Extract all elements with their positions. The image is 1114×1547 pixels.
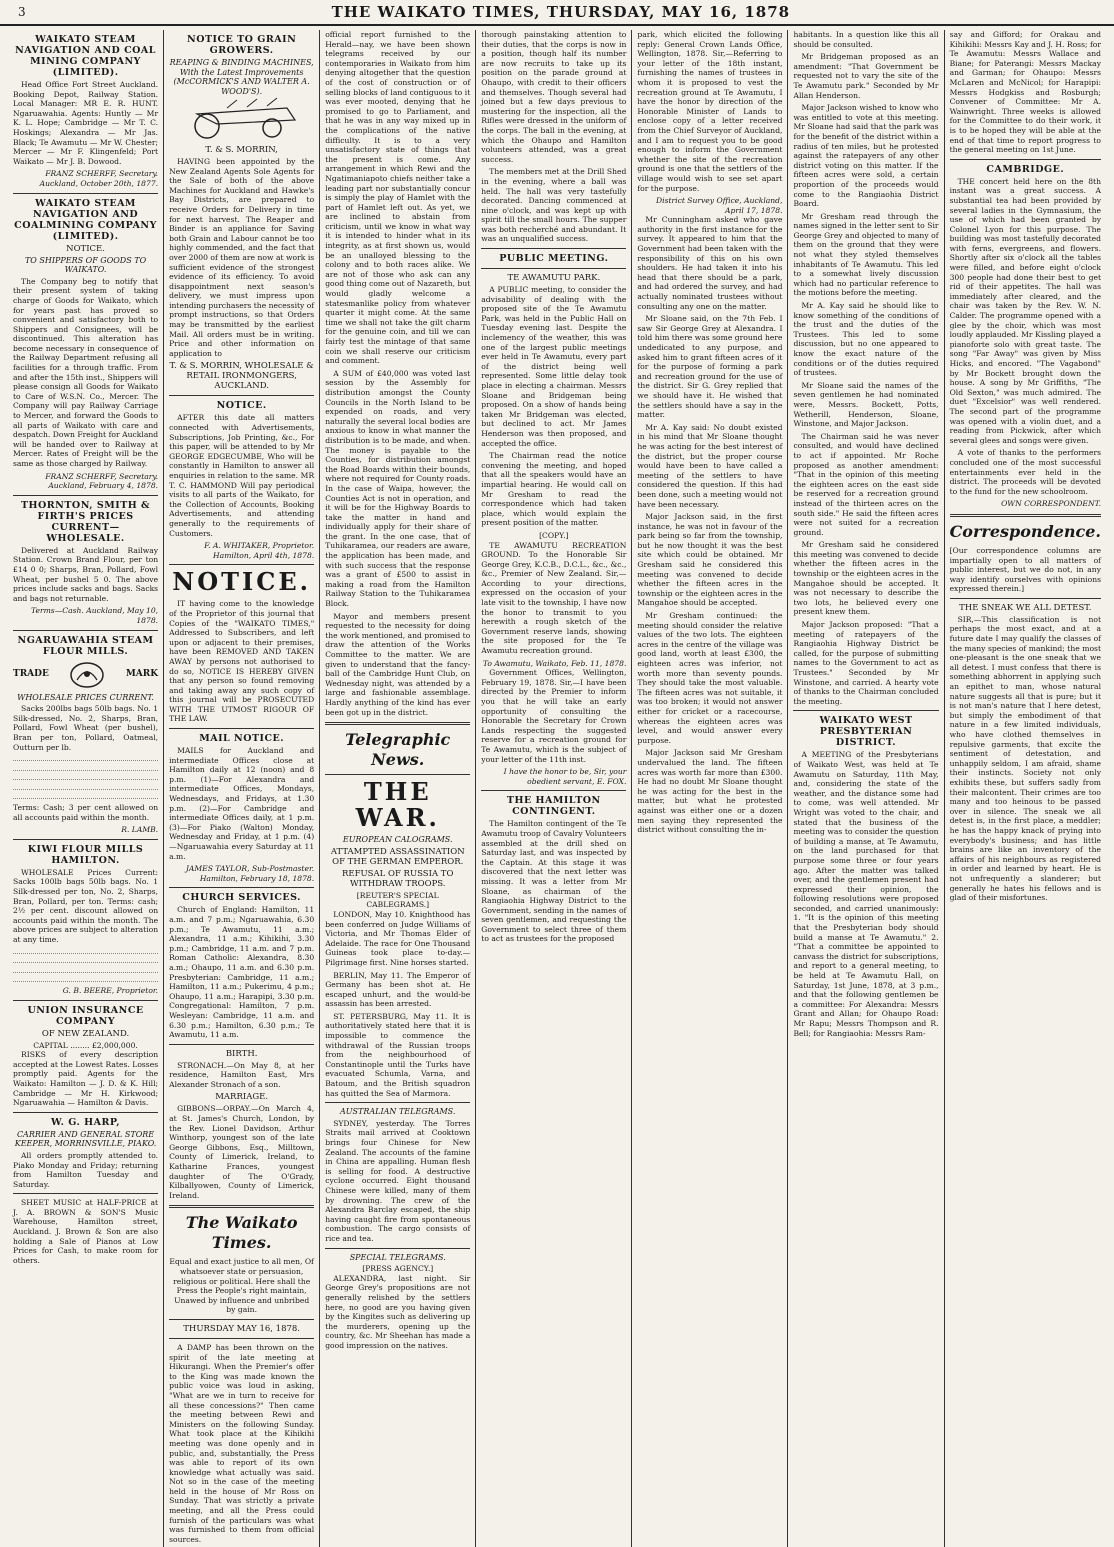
sneak-body: SIR,—This classification is not perhaps the most exact, and at a future date I may qualify the classes of the many species of mankind; the most one-pleasant is the one sneak that we all detest. I must confess that there is something abhorrent in applying such an epithet to man, whose natural nature suggests all that is pure; but it is not man's nature that I here detest, but simply the embodiment of that nature in a few limited individuals, who have clothed themselves in repulsive garments, that excite the sentiment of detestation, and unhappily seldom, I am afraid, shame their instincts. Society not only exhibits these, but suffers sadly from their malcontent. Their crimes are too many and too heinous to be passed over in silence. The sneak we all detest is, in the first place, a meddler; he has the happy knack of prying into everybody's business; and has little brains are like an inventory of the affairs of his neighbours as registered in order and learned by heart. He is not unfrequently a slanderer; but generally he hates his fellows and is glad of their misfortunes. xyxy=(949,614,1101,903)
mail-notice-heading: MAIL NOTICE. xyxy=(199,733,285,745)
meeting-continued: habitants. In a question like this all should be consulted. xyxy=(793,30,939,49)
divider xyxy=(481,248,626,249)
column-6 xyxy=(788,30,944,1547)
divider xyxy=(169,1319,314,1320)
meeting-para-1: Mr Cunningham asked who gave authority in the first instance for the survey. It appeared to him that the Government had been taken with the responsibility of this on his own shoulders. He had taken it into his head that there should be a park, and had ordered the survey, and had actually nominated trustees without consulting any one on the matter. xyxy=(637,215,783,311)
ad-mills-body: Sacks 200lbs bags 50lb bags. No. 1 Silk-dressed, No. 2, Sharps, Bran, Pollard, Fowl Wheat (per bushel), Bran per ton, Pollard, Oatmeal, Outturn per lb. xyxy=(13,704,159,752)
divider xyxy=(13,193,158,194)
australian-telegrams-sydney: SYDNEY, yesterday. The Torres Straits mail arrived at Cooktown brings four Chinese for New Zealand. The accounts of the famine in China are appalling. Human flesh is selling for food. A destructive cyclone occurred. Eight thousand Chinese were killed, many of them by drowning. The crew of the Alexandra Barclay escaped, the ship having caught fire from spontaneous combustion. The cargo consists of rice and tea. xyxy=(325,1118,471,1243)
double-divider xyxy=(169,1205,314,1208)
divider xyxy=(325,774,470,775)
divider xyxy=(481,790,626,791)
divider xyxy=(13,630,158,631)
ad-union-heading: UNION INSURANCE COMPANY xyxy=(27,1004,144,1027)
column-3 xyxy=(320,30,476,1547)
paper-dateline: THURSDAY MAY 16, 1878. xyxy=(183,1323,301,1334)
editorial-para-2: A SUM of £40,000 was voted last session by the Assembly for distribution amongst the County Councils in the North Island to be expended on roads, and very naturally the several local bodies are anxious to know in what manner the distribution is to be made, and when. The money is payable to the Counties, for distribution amongst the Road Boards within their bounds, where not required for County roads. In the case of Waipa, however, the Counties Act is not in operation, and it will be for the Highway Boards to take the matter in hand and individually apply for their share of the grant. In the one case, that of Tuhikaramea, our readers are aware, the application has been made, and with such success that the response was a grant of £500 to assist in making a road from the Hamilton Railway Station to the Tuhikaramea Block. xyxy=(325,368,471,609)
meeting-letter-continued: park, which elicited the following reply: General Crown Lands Office, Wellington, 1878. Sir,—Referring to your letter of the 18th instant, furnishing the names of trustees in whom it is proposed to vest the recreation ground at Te Awamutu, I have the honor by direction of the Honorable Minister of Lands to enclose copy of a letter received from the Chief Surveyor of Auckland, and I am to request you to be good enough to inform the Government whether the site of the recreation ground is one that the settlers of the village would wish to see set apart for the purpose. xyxy=(637,30,783,193)
divider xyxy=(169,1044,314,1045)
notice-1-heading: NOTICE. xyxy=(216,400,267,412)
masthead xyxy=(0,0,1114,26)
divider xyxy=(325,1248,470,1249)
reaper-illustration xyxy=(169,98,314,143)
war-headline-1: ATTAMPTED ASSASSINATION OF THE GERMAN EMPEROR. xyxy=(330,846,465,867)
ad-thornton-signature: Terms—Cash. Auckland, May 10, 1878. xyxy=(31,606,159,625)
war-headline-2: REFUSAL OF RUSSIA TO WITHDRAW TROOPS. xyxy=(342,868,454,889)
sneak-heading: THE SNEAK WE ALL DETEST. xyxy=(959,602,1092,613)
divider xyxy=(169,395,314,396)
editorial-para-3: Mayor and members present requested to the necessity for doing the work mentioned, and promised to draw the attention of the Works Committee to the matter. We are given to understand that the fancy-ball of the Cambridge Hunt Club, on Wednesday night, was attended by a large and fashionable assemblage. Hardly anything of the kind has ever been got up in the district. xyxy=(325,611,471,717)
notice-2-heading: NOTICE. xyxy=(172,567,311,597)
trade-label: TRADE xyxy=(13,668,49,679)
column-1 xyxy=(8,30,164,1547)
ad-kiwi-body: WHOLESALE Prices Current: Sacks 100lb bags 50lb bags. No. 1 Silk-dressed per ton, No. 2, Sharps, Bran, Pollard, per ton. Terms: cash; 2½ per cent. discount allowed on accounts paid within the month. The above prices are subject to alteration at any time. xyxy=(13,867,159,944)
reaper-machine-icon xyxy=(177,98,307,140)
divider xyxy=(325,1102,470,1103)
meeting-para-6: Major Jackson said Mr Gresham undervalued the land. The fifteen acres was worth far more than £300. He had no doubt Mr Sloane thought he was acting for the best in the matter, but what he protested against was either one or a dozen men saying they represented the district without consulting the in- xyxy=(637,748,783,835)
notice-1-signature: F. A. WHITAKER, Proprietor. Hamilton, April 4th, 1878. xyxy=(204,541,315,560)
meeting-para-3: Mr A. Kay said: No doubt existed in his mind that Mr Sloane thought he was acting for the best interest of the district, but the proper course would have been to have called a meeting of the settlers to have considered the question. If this had been done, such a meeting would not have been necessary. xyxy=(637,422,783,509)
price-table-lines xyxy=(13,755,158,803)
columns xyxy=(8,30,1106,1544)
meeting-letter-signature: District Survey Office, Auckland, April 17, 1878. xyxy=(656,196,783,215)
column-5 xyxy=(632,30,788,1547)
column-4 xyxy=(476,30,632,1547)
volunteers-ball: The members met at the Drill Shed in the evening, where a ball was held. The hall was very tastefully decorated. Dancing commenced at nine o'clock, and was kept up with spirit till the small hours. The supper was both recherché and abundant. It was an unqualified success. xyxy=(481,167,627,244)
ad-wsn-signature: FRANZ SCHERFF, Secretary. Auckland, October 20th, 1877. xyxy=(39,169,159,188)
ad-wsn-body: Head Office Fort Street Auckland. Booking Depot, Railway Station. Local Manager: MR E. R. HUNT. Ngaruawahia. Agents: Huntly — Mr K. L. Hope; Cambridge — Mr T. C. Hoskings; Alexandra — Mr Jas. Black; Te Awamutu — Mr W. Chester; Mercer — Mr F. Klingenfeld; Port Waikato — Mr J. B. Dowood. xyxy=(13,80,159,166)
war-st-petersburg: ST. PETERSBURG, May 11. It is authoritatively stated here that it is impossible to commence the withdrawal of the Russian troops from the neighbourhood of Constantinople until the Turks have evacuated Schumla, Varna, and Batoum, and the British squadron has quitted the Sea of Marmora. xyxy=(325,1011,471,1098)
ad-wsn-heading: WAIKATO STEAM NAVIGATION AND COAL MINING COMPANY (LIMITED). xyxy=(15,34,156,78)
ad-union-body: RISKS of every description accepted at the Lowest Rates. Losses promptly paid. Agents for the Waikato: Hamilton — J. D. & K. Hill; Cambridge — Mr H. Kirkwood; Ngaruawahia — Hamilton & Davis. xyxy=(13,1050,159,1108)
ad-union-subheading: OF NEW ZEALAND. xyxy=(41,1028,130,1039)
ad-wsn2-subheading: TO SHIPPERS OF GOODS TO WAIKATO. xyxy=(24,255,147,275)
ad-thornton-body: Delivered at Auckland Railway Station. Crown Brand Flour, per ton £14 0 0; Sharps, Bran, Pollard, Fowl Wheat, per bushel 5 0. The above prices include sacks and bags. Sacks and bags not returnable. xyxy=(13,545,159,603)
ad-morrin-name: T. & S. MORRIN, WHOLESALE & RETAIL IRONMONGERS, AUCKLAND. xyxy=(169,361,314,392)
divider xyxy=(169,887,314,888)
public-meeting-body: A PUBLIC meeting, to consider the advisability of dealing with the proposed site of the Te Awamutu Park, was held in the Public Hall on Tuesday evening last. Despite the inclemency of the weather, this was one of the largest public meetings ever held in Te Awamutu, every part of the district being well represented. Some little delay took place in electing a chairman. Messrs Sloane and Bridgeman being proposed. On a show of hands being taken Mr Bridgeman was elected, but declined to act. Mr James Henderson was then proposed, and accepted the office. xyxy=(481,285,627,448)
divider xyxy=(950,159,1101,160)
ad-harp-heading: W. G. HARP, xyxy=(50,1116,121,1128)
war-heading: THE WAR. xyxy=(355,777,440,833)
ad-grain-body: HAVING been appointed by the New Zealand Agents Sole Agents for the Sale of both of the above Machines for Auckland and Hawke's Bay Districts, are prepared to receive Orders for Delivery in time for next harvest. The Reaper and Binder is an appliance for Saving both Grain and Labour cannot be too highly commended, and the fact that over 2000 of them are now at work is sufficient evidence of the strongest evidence of its efficiency. To avoid disappointment next season's delivery, we must impress upon intending purchasers the necessity of prompt instructions, so that Orders may be transmitted by the earliest Mail. All orders must be in writing. Price and other information on application to xyxy=(169,156,315,358)
presbyterian-body: A MEETING of the Presbyterians of Waikato West, was held at Te Awamutu on Saturday, 11th May, and, considering the state of the weather, and the distance some had to come, was well attended. Mr Wright was voted to the chair, and stated that the business of the meeting was to consider the question of building a manse, at Te Awamutu, on the land purchased for that purpose some three or four years ago. After the matter was talked over, and the gentlemen present had expressed their opinion, the following resolutions were proposed seconded, and carried unanimously: 1. "It is the opinion of this meeting that the Presbyterian body should build a manse at Te Awamutu." 2. "That a committee be appointed to canvass the district for subscriptions, and report to a general meeting, to be held at Te Awamutu Hall, on Saturday, 1st June, 1878, at 3 p.m., and that the following gentlemen be a committee: For Alexandra: Messrs Grant and Allan; for Ohaupo Road: Mr Rapu; Messrs Thompson and R. Bell; for Rangiaohia: Messrs Ram- xyxy=(793,750,939,1038)
meeting-para-10: Mr A. Kay said he should like to know something of the conditions of the trust and the duties of the Trustees. This led to some discussion, but no one appeared to know the exact nature of the conditions or of the duties required of trustees. xyxy=(793,301,939,378)
special-telegrams-alexandra: ALEXANDRA, last night. Sir George Grey's propositions are not generally relished by the settlers here, no good are you having given by the Kingites such as delivering up the murderers, opening up the country, &c. Mr Sheehan has made a good impression on the natives. xyxy=(325,1273,471,1350)
ad-mills-signature: R. LAMB. xyxy=(121,825,159,835)
ad-kiwi-signature: G. B. BEERE, Proprietor. xyxy=(62,985,159,995)
presbyterian-continued: say and Gifford; for Orakau and Kihikihi: Messrs Kay and J. H. Ross; for Te Awamutu: Messrs Wallace and Biane; for Paterangi: Messrs Mackay and Garman; for Ohaupo: Messrs McLaren and McNicol; for Harapipi: Messrs Hodgkiss and Rosburgh; Convener of Committee: Mr A. Wainwright. Three weeks is allowed for the Committee to do their work, it is to be hoped they will be able at the end of that time to report progress to the general meeting on 1st June. xyxy=(949,30,1101,155)
meeting-para-9: Mr Gresham read through the names signed in the letter sent to Sir George Grey and objected to many of them on the ground that they were not what they styled themselves inhabitants of Te Awamutu. This led to a somewhat lively discussion which had no particular reference to the motions before the meeting. xyxy=(793,211,939,298)
letter-2: Government Offices, Wellington, February 19, 1878. Sir,—I have been directed by the Premier to inform you that he will take an early opportunity of consulting the Honorable the Secretary for Crown Lands respecting the suggested reserve for a recreation ground for Te Awamutu, which is the subject of your letter of the 11th inst. xyxy=(481,668,627,764)
divider xyxy=(169,1338,314,1339)
double-divider xyxy=(325,722,470,725)
paper-motto: Equal and exact justice to all men, Of whatsoever state or persuasion, religious or political. Here shall the Press the People's right maintain, Unawed by influence and unbribed by gain. xyxy=(169,1257,314,1315)
trade-mark-row xyxy=(13,660,158,690)
meeting-para-7: Mr Bridgeman proposed as an amendment: "That Government be requested not to vary the site of the Te Awamutu park." Seconded by Mr Allan Henderson. xyxy=(793,52,939,100)
volunteers-report: thorough painstaking attention to their duties, that the corps is now in a position, though half its number are now recruits to take up its position on the parade ground at Ohaupo, with credit to their officers and themselves. Though several had joined but a few days previous to mustering for the inspection, all the Rifles were dressed in the uniform of the corps. The ball in the evening, at which the Ohaupo and Hamilton volunteers attended, was a great success. xyxy=(481,30,627,164)
ad-grain-heading: NOTICE TO GRAIN GROWERS. xyxy=(187,34,297,56)
war-london: LONDON, May 10. Knighthood has been conferred on Judge Williams of Victoria, and Mr Thomas Elder of Adelaide. The race for One Thousand Guineas took place to-day.—Pilgrimage first. Nine horses started. xyxy=(325,909,471,967)
marriage-body: GIBBONS—ORPAY.—On March 4, at St. James's Church, London, by the Rev. Lionel Davidson, Arthur Winthorp, youngest son of the late George Gibbons, Esq., Milltown, County of Limerick, Ireland, to Katharine Frances, youngest daughter of The O'Grady, Kilballyowen, County of Limerick, Ireland. xyxy=(169,1104,315,1200)
ad-harp-subheading: CARRIER AND GENERAL STORE KEEPER, MORRINSVILLE, PIAKO. xyxy=(14,1129,157,1149)
paper-title: The Waikato Times. xyxy=(185,1213,298,1253)
marriage-heading: MARRIAGE. xyxy=(215,1092,269,1103)
divider xyxy=(169,564,314,565)
meeting-para-5: Mr Gresham continued: the meeting should consider the relative values of the two lots. The eighteen acres in the centre of the village was good land, worth at least £300, the eighteen acres was inferior, not worth more than seventy pounds. They should take the most valuable. The fifteen acres was not suitable, it was too broken; it would not answer either for cricket or a racecourse, whereas the eighteen acres was level, and would answer every purpose. xyxy=(637,611,783,745)
notice-2-body: IT having come to the knowledge of the Proprietor of this journal that Copies of the "WAIKATO TIMES," Addressed to Subscribers, and left upon or adjacent to their premises, have been REMOVED AND TAKEN AWAY by persons not authorised to do so, NOTICE IS HEREBY GIVEN that any person so found removing and taking away any such copy of this journal will be PROSECUTED WITH THE UTMOST RIGOUR OF THE LAW. xyxy=(169,599,315,724)
mail-notice-body: MAILS for Auckland and intermediate Offices close at Hamilton daily at 12 (noon) and 8 p.m. (1)—For Alexandra and intermediate Offices, Mondays, Wednesdays, and Fridays, at 1.30 p.m. (2)—For Cambridge and intermediate Offices daily, at 1 p.m. (3)—For Piako (Walton) Monday, Wednesday and Friday, at 1 p.m. (4)—Ngaruawahia every Saturday at 11 a.m. xyxy=(169,746,315,861)
war-berlin: BERLIN, May 11. The Emperor of Germany has been shot at. He escaped unhurt, and the would-be assassin has been arrested. xyxy=(325,970,471,1009)
public-meeting-heading: PUBLIC MEETING. xyxy=(499,253,609,265)
meeting-para-4: Major Jackson said, in the first instance, he was not in favour of the park being so far from the township, but he now thought it was the best site which could be obtained. Mr Gresham said he considered this meeting was convened to decide whether the fifteen acres in the township or the eighteen acres in the Mangahoe should be accepted. xyxy=(637,512,783,608)
notice-1-body: AFTER this date all matters connected with Advertisements, Subscriptions, Job Printing, &c., For this paper, will be attended to by Mr GEORGE EDGECUMBE, Who will be constantly in Hamilton to answer all enquiries in relation to the same. MR T. C. HAMMOND Will pay periodical visits to all parts of the Waikato, for the Collection of Accounts, Booking Advertisements, and attending generally to the requirements of Customers. xyxy=(169,413,315,538)
ad-mills-terms: Terms: Cash; 3 per cent allowed on all accounts paid within the month. xyxy=(13,803,159,822)
ad-wsn2-signature: FRANZ SCHERFF, Secretary. Auckland, February 4, 1878. xyxy=(45,471,159,491)
page-number: 3 xyxy=(18,5,26,19)
divider xyxy=(793,710,938,711)
divider xyxy=(13,1112,158,1113)
presbyterian-heading: WAIKATO WEST PRESBYTERIAN DISTRICT. xyxy=(819,715,913,749)
special-telegrams-credit: [PRESS AGENCY.] xyxy=(362,1264,434,1274)
cambridge-heading: CAMBRIDGE. xyxy=(986,163,1065,175)
price-table-lines xyxy=(13,948,158,986)
mail-notice-signature: JAMES TAYLOR, Sub-Postmaster. Hamilton, February 18, 1878. xyxy=(185,864,315,883)
column-2 xyxy=(164,30,320,1547)
australian-telegrams-heading: AUSTRALIAN TELEGRAMS. xyxy=(340,1107,456,1117)
trade-mark-emblem-icon xyxy=(67,660,107,690)
divider xyxy=(13,1000,158,1001)
correspondence-title: Correspondence. xyxy=(949,521,1101,541)
war-credit: [REUTER'S SPECIAL CABLEGRAMS.] xyxy=(356,890,439,910)
masthead-title: THE WAIKATO TIMES, THURSDAY, MAY 16, 1878 xyxy=(331,3,791,21)
meeting-para-11: Mr Sloane said the names of the seven gentlemen he had nominated were, Messrs. Bockett, Potts, Wetherill, Henderson, Sloane, Winstone, and Major Jackson. xyxy=(793,380,939,429)
letter-1: TE AWAMUTU RECREATION GROUND. To the Honorable Sir George Grey, K.C.B., D.C.L., &c., &c., &c., Premier of New Zealand. Sir,—According to your directions, expressed on the occasion of your late visit to the township, I have now the honor to transmit to you herewith a rough sketch of the Government reserve lands, showing the site proposed for the Te Awamutu recreation ground. xyxy=(481,540,627,656)
meeting-para-14: Major Jackson proposed: "That a meeting of ratepayers of the Rangiaohia Highway District be called, for the purpose of submitting names to the Government to act as Trustees." Seconded by Mr Winstone, and carried. A hearty vote of thanks to the Chairman concluded the meeting. xyxy=(793,620,939,706)
ad-harp-body: All orders promptly attended to. Piako Monday and Friday; returning from Hamilton Tuesday and Saturday. xyxy=(13,1150,159,1189)
ad-mills-subheading: WHOLESALE PRICES CURRENT. xyxy=(17,692,154,702)
ad-wsn2-notice: NOTICE. xyxy=(66,243,105,254)
birth-body: STRONACH.—On May 8, at her residence, Hamilton East, Mrs Alexander Stronach of a son. xyxy=(169,1060,315,1089)
double-divider xyxy=(950,514,1101,517)
meeting-para-8: Major Jackson wished to know who was entitled to vote at this meeting. Mr Sloane had said that the park was for the benefit of the district within a radius of ten miles, but he protested against the ratepayers of any other district voting on this matter. If the fifteen acres were sold, a certain proportion of the proceeds would come to the Rangiaohia District Board. xyxy=(793,103,939,209)
church-services-body: Church of England: Hamilton, 11 a.m. and 7 p.m.; Ngaruawahia, 6.30 p.m.; Te Awamutu, 11 a.m.; Alexandra, 11 a.m.; Kihikihi, 3.30 p.m.; Cambridge, 11 a.m. and 7 p.m. Roman Catholic: Alexandra, 8.30 a.m.; Ohaupo, 11 a.m. and 6.30 p.m. Presbyterian: Cambridge, 11 a.m.; Hamilton, 11 a.m.; Pukerimu, 4 p.m.; Ohaupo, 11 a.m.; Harapipi, 3.30 p.m. Congregational: Hamilton, 7 p.m. Wesleyan: Cambridge, 11 a.m. and 6.30 p.m.; Hamilton, 6.30 p.m.; Te Awamutu, 11 a.m. xyxy=(169,905,315,1040)
ad-kiwi-heading: KIWI FLOUR MILLS HAMILTON. xyxy=(27,843,144,866)
column-7 xyxy=(945,30,1106,1547)
ad-music-body: SHEET MUSIC at HALF-PRICE at J. A. BROWN & SON'S Music Warehouse, Hamilton street, Auckland. J. Brown & Son are also holding a Sale of Pianos at Low Prices for Cash, to make room for others. xyxy=(13,1198,159,1265)
public-meeting-subheading: TE AWAMUTU PARK. xyxy=(507,273,601,284)
divider xyxy=(13,839,158,840)
birth-heading: BIRTH. xyxy=(225,1048,258,1059)
meeting-para-13: Mr Gresham said he considered this meeting was convened to decide whether the fifteen acres in the township or the eighteen acres in the Mangahoe should be accepted. It was not necessary to describe the two lots, he believed every one present knew them. xyxy=(793,540,939,617)
ad-union-capital: CAPITAL ........ £2,000,000. xyxy=(33,1040,138,1050)
meeting-para-2: Mr Sloane said, on the 7th Feb. I saw Sir George Grey at Alexandra. I told him there was some ground here undedicated to any purpose, and asked him to grant fifteen acres of it for the purpose of forming a park and recreation ground for the use of the district. Sir G. Grey replied that we should have it. He wished that the settlers should have a say in the matter. xyxy=(637,314,783,420)
ad-wsn2-heading: WAIKATO STEAM NAVIGATION AND COALMINING COMPANY (LIMITED). xyxy=(14,197,157,242)
cambridge-body-2: A vote of thanks to the performers concluded one of the most successful entertainments ever held in the district. The proceeds will be devoted to the fund for the new schoolroom. xyxy=(949,448,1101,496)
mark-label: MARK xyxy=(125,668,159,679)
editorial-continued: official report furnished to the Herald—nay, we have been shown telegrams received by our contemporaries in Waikato from him denying altogether that the question of the cost of construction or of selling blocks of land contiguous to it was ever mooted, denying that he promised to go to Parliament, and that he was in any way mixed up in the complications of the native difficulty. It is to a very unsatisfactory state of things that the present is come. Any arrangement in which Rewi and the Ngatimaniapoto chiefs neither take a leading part nor substantially concur is simply the play of Hamlet with the part of Hamlet left out. As yet, we are inclined to abstain from criticism, until we know in what way it is intended to hinder what in its integrity, as at first shown us, would be an unalloyed blessing to the colony and to both races alike. We are not of those who ask can any good thing come out of Nazareth, but would gladly welcome a statesmanlike policy from whatever quarter it might come. At the same time we shall not take the gilt charm for the genuine coin, and till we can fairly test the mintage of that same coin we shall reserve our criticism and comment. xyxy=(325,30,471,366)
public-meeting-body-2: The Chairman read the notice convening the meeting, and hoped that all the speakers would have an impartial hearing. He would call on Mr Gresham to read the correspondence which had taken place, which would explain the present position of the matter. xyxy=(481,451,627,528)
divider xyxy=(481,268,626,269)
letter-2-signature: I have the honor to be, Sir, your obedient servant, E. FOX. xyxy=(503,767,627,786)
ad-mills-heading: NGARUAWAHIA STEAM FLOUR MILLS. xyxy=(17,634,154,657)
hamilton-contingent-body: The Hamilton contingent of the Te Awamutu troop of Cavalry Volunteers assembled at the drill shed on Saturday last, and was inspected by the Captain. At this stage it was discovered that the next letter was missing. It was a letter from Mr Sloane, as chairman of the Rangiaohia Highway District to the Government, sending in the names of seven gentlemen, and requesting the Government to select three of them to act as trustees for the proposed xyxy=(481,819,627,944)
telegraphic-news-title: Telegraphic News. xyxy=(345,730,451,770)
editorial-body: A DAMP has been thrown on the spirit of the late meeting at Hikurangi. When the Premier's offer to the King was made known the public voice was loud in asking, "What are we in turn to receive for all these concessions?" Then came the meeting between Rewi and Ministers on the following Sunday. What took place at the Kihikihi meeting was done openly and in public, and, substantially, the Press was able to report of its own knowledge what actually was said. Not so in the case of the meeting held in the house of Mr Ross on Sunday. That was strictly a private meeting, and all the Press could furnish of the particulars was what was furnished to them from official sources. xyxy=(169,1342,315,1544)
ad-grain-subheading: REAPING & BINDING MACHINES, With the Latest Improvements (McCORMICK'S AND WALTER A. WOOD'S). xyxy=(169,58,314,96)
ad-wsn2-body: The Company beg to notify that their present system of taking charge of Goods for Waikato, which for years past has proved so convenient and satisfactory both to Shippers and Consignees, will be discontinued. This alteration has become necessary in consequence of the Railway Department refusing all facilities for a through traffic. From and after the 15th inst., Shippers will please consign all Goods for Waikato to Care of W.S.N. Co., Mercer. The Company will pay Railway Carriage to Mercer, and forward the Goods to all parts of Waikato with care and despatch. Down Freight for Auckland will be handed over to Railway at Mercer. Rates of Freight will be the same as those charged by Railway. xyxy=(13,276,159,468)
divider xyxy=(950,598,1101,599)
ad-thornton-heading: THORNTON, SMITH & FIRTH'S PRICES CURRENT—WHOLESALE. xyxy=(20,499,151,544)
copy-label: [COPY.] xyxy=(539,530,569,540)
divider xyxy=(169,728,314,729)
war-subheading: EUROPEAN CALOGRAMS. xyxy=(342,835,453,845)
cambridge-signature: OWN CORRESPONDENT. xyxy=(1001,499,1101,509)
ad-grain-name: T. & S. MORRIN, xyxy=(205,144,278,155)
church-services-heading: CHURCH SERVICES. xyxy=(182,892,301,904)
divider xyxy=(13,495,158,496)
meeting-para-12: The Chairman said he was never consulted, and would have declined to act if appointed. Mr Roche proposed as another amendment: "That in the opinion of this meeting the eighteen acres on the east side be reserved for a recreation ground instead of the thirteen acres on the south side." He said the fifteen acres were not suited for a recreation ground. xyxy=(793,431,939,537)
hamilton-contingent-heading: THE HAMILTON CONTINGENT. xyxy=(506,795,601,818)
letter-1-signature: To Awamutu, Waikato, Feb. 11, 1878. xyxy=(482,658,627,668)
cambridge-body: THE concert held here on the 8th instant was a great success. A substantial tea had been provided by several ladies in the Gymnasium, the use of which had been granted by Colonel Lyon for this purpose. The building was most tastefully decorated with ferns, evergreens, and flowers. Shortly after six o'clock all the tables were filled, and before eight o'clock 300 people had done their best to get rid of their appetites. The hall was immediately after cleared, and the chair was taken by the Rev. W. N. Calder. The programme opened with a glee by the choir, which was most loudly applauded. Mr Kissling played a pianoforte solo with great taste. The song "Far Away" was given by Miss Hicks, and encored. "The Vagabond" by Mr Bockett brought down the house. A song by Mr Griffiths, "The Old Sexton," was much admired. The duet "Excelsior" was well rendered. The second part of the programme was opened with a violin duet, and a reading from Pickwick, after which several glees and songs were given. xyxy=(949,176,1101,445)
divider xyxy=(13,1193,158,1194)
special-telegrams-heading: SPECIAL TELEGRAMS. xyxy=(349,1252,446,1262)
correspondence-note: [Our correspondence columns are impartially open to all matters of public interest, but we do not, in any way identify ourselves with opinions expressed therein.] xyxy=(949,545,1101,594)
